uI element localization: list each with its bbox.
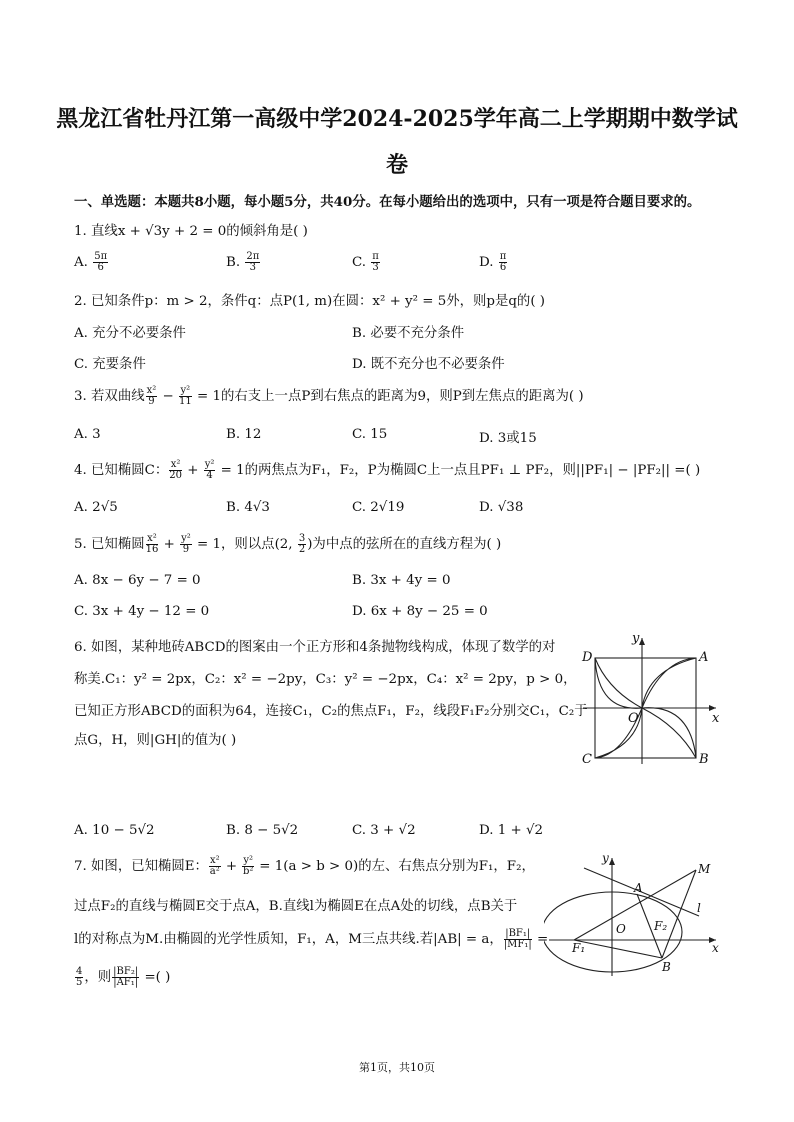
q7-f4-num: |BF₂| [113, 966, 139, 977]
q1-option-b [226, 252, 261, 273]
q3-option-c: C. 15 [352, 427, 388, 442]
q5-pre: 5. 已知椭圆 [74, 537, 145, 552]
q7-label-m: M [698, 862, 711, 876]
q6-line3: 已知正方形ABCD的面积为64，连接C₁，C₂的焦点F₁，F₂，线段F₁F₂分别交C₁，C₂于 [74, 704, 588, 719]
q6-option-b: B. 8 − 5√2 [226, 823, 299, 838]
q7-l4-post: =( ) [140, 970, 171, 985]
q7-line4 [74, 966, 170, 988]
q6-petal-d [595, 658, 642, 708]
q4-option-b: B. 4√3 [226, 500, 270, 515]
q3-frac2 [179, 386, 192, 407]
q1-a-frac [93, 252, 108, 273]
q3-pre: 3. 若双曲线 [74, 389, 145, 404]
q3-frac1 [146, 386, 158, 407]
q7-f4a-num: 4 [76, 966, 83, 977]
q6-petal-a [642, 658, 696, 708]
q7-line2: 过点F₂的直线与椭圆E交于点A，B.直线l为椭圆E在点A处的切线，点B关于 [74, 899, 518, 914]
q1-b-label: B. [226, 255, 241, 270]
q4-option-c: C. 2√19 [352, 500, 405, 515]
q7-post: = 1(a > b > 0)的左、右焦点分别为F₁，F₂， [255, 859, 535, 874]
section-heading: 一、单选题：本题共8小题，每小题5分，共40分。在每小题给出的选项中，只有一项是符合题目要求的。 [74, 194, 701, 210]
q6-option-c: C. 3 + √2 [352, 823, 416, 838]
q1-d-frac [499, 252, 508, 273]
q5-frac3 [298, 534, 306, 555]
q1-d-num: π [499, 251, 507, 262]
q5-option-a: A. 8x − 6y − 7 = 0 [74, 573, 201, 588]
q3-f1-den: 9 [148, 396, 155, 407]
q5-option-b: B. 3x + 4y = 0 [352, 573, 451, 588]
q1-d-den: 6 [499, 262, 507, 273]
q1-a-num: 5π [94, 251, 108, 262]
q4-frac1 [169, 460, 182, 481]
q5-frac1 [146, 534, 159, 555]
q7-f3-den: |MF₁| [503, 939, 532, 950]
page-footer: 第1页，共10页 [359, 1061, 435, 1074]
q7-l4-mid: ，则 [84, 970, 112, 985]
q6-label-a: A [699, 650, 709, 665]
q1-option-d [479, 252, 508, 273]
q6-petal-b [642, 708, 696, 758]
q1-c-label: C. [352, 255, 367, 270]
q5-f2-den: 9 [182, 544, 190, 555]
q3-option-b: B. 12 [226, 427, 262, 442]
q7-label-o: O [616, 922, 626, 936]
q1-b-den: 3 [249, 262, 257, 273]
q1-option-a [74, 252, 109, 273]
q7-pre: 7. 如图，已知椭圆E： [74, 859, 208, 874]
q5-f1-den: 16 [145, 544, 159, 555]
q7-f4-den: |AF₁| [113, 977, 139, 988]
q1-c-num: π [372, 251, 379, 262]
q7-frac1 [209, 856, 221, 877]
q7-line-f1-b [574, 940, 662, 958]
q7-l3-pre: l的对称点为M.由椭圆的光学性质知，F₁，A，M三点共线.若|AB| = a， [74, 932, 503, 947]
q7-ellipse-figure [544, 848, 724, 978]
q7-label-f2: F₂ [654, 919, 668, 933]
q4-f1-den: 20 [169, 470, 182, 481]
q6-y-arrow [639, 638, 645, 645]
q3-minus: − [158, 389, 178, 404]
q3-f2-den: 11 [179, 396, 192, 407]
q5-f2-num: y² [181, 533, 191, 544]
q1-d-label: D. [479, 255, 494, 270]
q6-label-c: C [582, 752, 592, 767]
q4-f2-num: y² [204, 459, 215, 470]
q2-option-a: A. 充分不必要条件 [74, 326, 186, 341]
q5-f1-num: x² [147, 533, 157, 544]
q6-label-b: B [699, 752, 709, 767]
q6-line1: 6. 如图，某种地砖ABCD的图案由一个正方形和4条抛物线构成，体现了数学的对 [74, 640, 556, 655]
q1-a-den: 6 [97, 262, 104, 273]
q7-f4a-den: 5 [76, 977, 83, 988]
q5-plus: + [159, 537, 180, 552]
q7-f2-den: b² [242, 866, 254, 877]
q1-c-frac [371, 252, 380, 273]
q7-plus: + [221, 859, 242, 874]
q4-option-a: A. 2√5 [74, 500, 118, 515]
q7-frac2 [242, 856, 254, 877]
q7-label-f1: F₁ [572, 941, 586, 955]
q7-line3 [74, 928, 548, 950]
q5-mid: = 1，则以点(2, [192, 537, 297, 552]
q6-option-d: D. 1 + √2 [479, 823, 544, 838]
q7-label-y: y [602, 851, 609, 865]
q7-f1-den: a² [209, 866, 220, 877]
q5-frac2 [180, 534, 192, 555]
q7-y-arrow [609, 858, 615, 865]
q2-option-b: B. 必要不充分条件 [352, 326, 465, 341]
q5-option-c: C. 3x + 4y − 12 = 0 [74, 604, 210, 619]
q7-frac4 [75, 967, 83, 988]
q7-f1-num: x² [209, 855, 220, 866]
q4-post: = 1的两焦点为F₁，F₂，P为椭圆C上一点且PF₁ ⊥ PF₂，则||PF₁| − |PF₂|| =( ) [216, 463, 701, 478]
q1-stem: 1. 直线x + √3y + 2 = 0的倾斜角是( ) [74, 224, 308, 239]
q7-label-b: B [662, 960, 671, 974]
q1-option-c [352, 252, 381, 273]
page-title-line2: 卷 [385, 152, 408, 178]
q7-label-a: A [634, 881, 643, 895]
q1-b-num: 2π [246, 251, 260, 262]
q1-a-label: A. [74, 255, 88, 270]
q2-option-d: D. 既不充分也不必要条件 [352, 357, 505, 372]
q6-line4: 点G，H，则|GH|的值为( ) [74, 733, 237, 748]
q7-f2-num: y² [243, 855, 253, 866]
q6-option-a: A. 10 − 5√2 [74, 823, 155, 838]
q6-label-o: O [628, 711, 639, 726]
q7-l3-post: = [532, 932, 549, 947]
q7-line1 [74, 855, 535, 877]
q6-line2: 称美.C₁：y² = 2px，C₂：x² = −2py，C₃：y² = −2px，C₄：x² = 2py，p > 0， [74, 672, 577, 687]
q3-option-d: D. 3或15 [479, 431, 537, 446]
q6-label-d: D [582, 650, 593, 665]
q4-plus: + [182, 463, 203, 478]
q4-f1-num: x² [170, 459, 181, 470]
q7-label-l: l [697, 901, 701, 915]
q5-option-d: D. 6x + 8y − 25 = 0 [352, 604, 488, 619]
q4-f2-den: 4 [206, 470, 213, 481]
q5-post: )为中点的弦所在的直线方程为( ) [307, 537, 502, 552]
q1-b-frac [245, 252, 260, 273]
q3-f1-num: x² [146, 385, 157, 396]
q7-frac3 [504, 929, 532, 950]
q7-f3-num: |BF₁| [505, 928, 531, 939]
q4-option-d: D. √38 [479, 500, 524, 515]
q4-frac2 [204, 460, 216, 481]
q2-option-c: C. 充要条件 [74, 357, 146, 372]
q6-label-y: y [632, 631, 640, 646]
q7-label-x: x [712, 941, 719, 955]
q6-label-x: x [712, 711, 720, 726]
page-title-line1: 黑龙江省牡丹江第一高级中学2024-2025学年高二上学期期中数学试 [56, 106, 738, 132]
q7-frac5 [112, 967, 139, 988]
q4-pre: 4. 已知椭圆C： [74, 463, 169, 478]
q1-c-den: 3 [372, 262, 379, 273]
q3-post: = 1的右支上一点P到右焦点的距离为9，则P到左焦点的距离为( ) [192, 389, 584, 404]
q4-stem [74, 459, 700, 481]
q5-stem [74, 533, 501, 555]
q2-stem: 2. 已知条件p：m > 2，条件q：点P(1, m)在圆：x² + y² = 5外，则p是q的( ) [74, 294, 546, 309]
q5-f3-den: 2 [298, 544, 306, 555]
q3-option-a: A. 3 [74, 427, 101, 442]
q5-f3-num: 3 [298, 533, 306, 544]
q3-stem [74, 385, 584, 407]
q3-f2-num: y² [180, 385, 191, 396]
q6-tile-figure [578, 630, 728, 770]
